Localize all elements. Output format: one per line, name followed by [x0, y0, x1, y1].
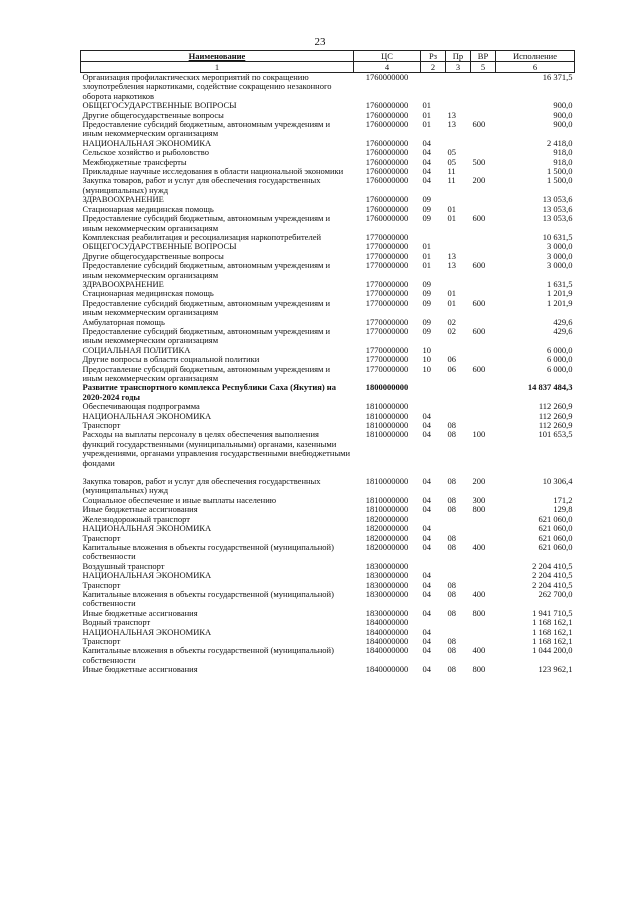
- cell-name: Предоставление субсидий бюджетным, автономным учреждениям и иным некоммерческим организациям: [82, 297, 331, 318]
- cell-pr: [446, 233, 471, 242]
- table-row: [81, 327, 575, 346]
- cell-rz: 04: [422, 410, 431, 421]
- cell-pr: 02: [447, 316, 456, 327]
- table-row: [81, 365, 575, 384]
- cell-name: Иные бюджетные ассигнования: [82, 664, 198, 675]
- cell-value: 112 260,9: [538, 420, 573, 431]
- cell-cs: 1770000000: [365, 288, 409, 299]
- table-row: [81, 412, 575, 421]
- cell-cs: 1810000000: [365, 494, 409, 505]
- cell-rz: 09: [422, 213, 431, 224]
- header-number: 1: [81, 62, 354, 73]
- cell-name: Амбулаторная помощь: [82, 316, 165, 327]
- cell-rz: 04: [422, 635, 431, 646]
- page-number: 23: [314, 36, 326, 48]
- table-row: [81, 299, 575, 318]
- cell-rz: 04: [422, 429, 431, 440]
- cell-value: 13 053,6: [542, 203, 573, 214]
- cell-cs: 1840000000: [365, 645, 409, 656]
- header-row: [81, 51, 575, 62]
- cell-pr: 05: [447, 147, 456, 158]
- cell-name: НАЦИОНАЛЬНАЯ ЭКОНОМИКА: [82, 523, 212, 534]
- cell-rz: 04: [422, 579, 431, 590]
- header-number: 6: [496, 62, 575, 73]
- cell-rz: [421, 383, 446, 402]
- cell-cs: 1760000000: [365, 175, 409, 186]
- cell-pr: 08: [447, 607, 456, 618]
- cell-name: Сельское хозяйство и рыболовство: [82, 147, 209, 158]
- cell-name: Транспорт: [82, 420, 121, 431]
- cell-cs: 1760000000: [365, 194, 409, 205]
- header-name: Наименование: [81, 51, 354, 62]
- cell-pr: 01: [447, 213, 456, 224]
- table-row: [81, 477, 575, 496]
- cell-cs: 1810000000: [365, 410, 409, 421]
- cell-vr: 600: [472, 363, 486, 374]
- cell-value: 918,0: [553, 156, 573, 167]
- cell-pr: 08: [447, 579, 456, 590]
- cell-rz: 04: [422, 420, 431, 431]
- cell-value: 10 631,5: [542, 231, 573, 242]
- cell-vr: [471, 571, 496, 580]
- cell-pr: [446, 402, 471, 411]
- cell-name: Социальное обеспечение и иные выплаты населению: [82, 494, 277, 505]
- cell-vr: [471, 515, 496, 524]
- cell-cs: 1830000000: [365, 570, 409, 581]
- cell-name: Транспорт: [82, 635, 121, 646]
- cell-vr: [471, 280, 496, 289]
- cell-vr: 100: [472, 429, 486, 440]
- cell-cs: 1800000000: [365, 382, 409, 393]
- cell-name: Прикладные научные исследования в области национальной экономики: [82, 166, 344, 177]
- header-pr: Пр: [446, 51, 471, 62]
- cell-name: НАЦИОНАЛЬНАЯ ЭКОНОМИКА: [82, 626, 212, 637]
- cell-cs: 1770000000: [365, 241, 409, 252]
- cell-cs: 1770000000: [365, 316, 409, 327]
- cell-value: 112 260,9: [538, 401, 573, 412]
- table-row: [81, 73, 575, 102]
- cell-rz: 10: [422, 344, 431, 355]
- cell-rz: 09: [422, 203, 431, 214]
- cell-value: 429,6: [553, 325, 573, 336]
- cell-cs: 1770000000: [365, 325, 409, 336]
- cell-value: 1 500,0: [547, 166, 573, 177]
- cell-vr: [471, 233, 496, 242]
- cell-value: 6 000,0: [547, 354, 573, 365]
- cell-cs: 1770000000: [365, 278, 409, 289]
- cell-rz: 09: [422, 288, 431, 299]
- cell-vr: 600: [472, 297, 486, 308]
- cell-rz: 09: [422, 325, 431, 336]
- cell-pr: 08: [447, 476, 456, 487]
- cell-name: Капитальные вложения в объекты государственной (муниципальной) собственности: [82, 645, 334, 665]
- header-cs: ЦС: [354, 51, 421, 62]
- cell-name: НАЦИОНАЛЬНАЯ ЭКОНОМИКА: [82, 570, 212, 581]
- table-row: [81, 628, 575, 637]
- cell-pr: 06: [447, 354, 456, 365]
- cell-name: ОБЩЕГОСУДАРСТВЕННЫЕ ВОПРОСЫ: [82, 241, 237, 252]
- cell-cs: 1830000000: [365, 588, 409, 599]
- table-row: [81, 261, 575, 280]
- cell-vr: [471, 346, 496, 355]
- cell-rz: 04: [422, 664, 431, 675]
- header-vr: ВР: [471, 51, 496, 62]
- cell-value: 13 053,6: [542, 213, 573, 224]
- cell-cs: 1760000000: [365, 119, 409, 130]
- table-row: [81, 120, 575, 139]
- cell-vr: 200: [472, 175, 486, 186]
- cell-name: ОБЩЕГОСУДАРСТВЕННЫЕ ВОПРОСЫ: [82, 100, 237, 111]
- cell-vr: 400: [472, 541, 486, 552]
- table-row: [81, 571, 575, 580]
- table-row: [81, 590, 575, 609]
- cell-vr: [471, 524, 496, 533]
- cell-rz: 09: [422, 278, 431, 289]
- cell-cs: 1840000000: [365, 664, 409, 675]
- cell-rz: 04: [422, 166, 431, 177]
- header-number: 4: [354, 62, 421, 73]
- cell-name: Иные бюджетные ассигнования: [82, 607, 198, 618]
- header-number: 2: [421, 62, 446, 73]
- cell-cs: 1760000000: [365, 156, 409, 167]
- cell-rz: 01: [422, 100, 431, 111]
- cell-name: Предоставление субсидий бюджетным, автономным учреждениям и иным некоммерческим организациям: [82, 325, 331, 346]
- cell-pr: 01: [447, 203, 456, 214]
- cell-rz: 09: [422, 297, 431, 308]
- cell-value: 918,0: [553, 147, 573, 158]
- cell-value: 2 204 410,5: [532, 560, 573, 571]
- header-number: 5: [471, 62, 496, 73]
- cell-pr: 13: [447, 250, 456, 261]
- cell-name: Закупка товаров, работ и услуг для обеспечения государственных (муниципальных) нужд: [82, 476, 321, 496]
- cell-value: 2 418,0: [547, 137, 573, 148]
- cell-cs: 1760000000: [365, 203, 409, 214]
- cell-cs: 1770000000: [365, 297, 409, 308]
- cell-rz: 09: [422, 194, 431, 205]
- cell-rz: 10: [422, 363, 431, 374]
- cell-vr: [471, 139, 496, 148]
- cell-value: 3 000,0: [547, 260, 573, 271]
- cell-vr: 400: [472, 645, 486, 656]
- cell-cs: 1830000000: [365, 607, 409, 618]
- cell-pr: 08: [447, 635, 456, 646]
- cell-cs: 1760000000: [365, 147, 409, 158]
- cell-name: Предоставление субсидий бюджетным, автономным учреждениям и иным некоммерческим организациям: [82, 213, 331, 233]
- cell-pr: 13: [447, 260, 456, 271]
- cell-cs: 1770000000: [365, 354, 409, 365]
- cell-value: 621 060,0: [538, 523, 573, 534]
- cell-vr: [471, 101, 496, 110]
- header-number-row: [81, 62, 575, 73]
- cell-cs: 1760000000: [365, 109, 409, 120]
- cell-name: Транспорт: [82, 532, 121, 543]
- cell-name: Стационарная медицинская помощь: [82, 288, 214, 299]
- budget-table: [80, 50, 575, 675]
- cell-value: 123 962,1: [538, 664, 573, 675]
- cell-cs: 1810000000: [365, 504, 409, 515]
- cell-cs: 1760000000: [365, 100, 409, 111]
- cell-value: 900,0: [553, 119, 573, 130]
- cell-cs: 1820000000: [365, 532, 409, 543]
- cell-value: 1 201,9: [547, 288, 573, 299]
- cell-cs: 1770000000: [365, 260, 409, 271]
- cell-cs: 1840000000: [365, 617, 409, 628]
- cell-name: Организация профилактических мероприятий по сокращению злоупотребления наркотиками, содействие сокращению незаконного оборота наркотиков: [82, 72, 332, 101]
- cell-name: Транспорт: [82, 579, 121, 590]
- cell-pr: 06: [447, 363, 456, 374]
- cell-pr: [446, 383, 471, 402]
- cell-cs: 1760000000: [365, 213, 409, 224]
- cell-rz: 04: [422, 147, 431, 158]
- cell-pr: 08: [447, 429, 456, 440]
- cell-pr: 13: [447, 109, 456, 120]
- cell-vr: [471, 242, 496, 251]
- cell-pr: [446, 515, 471, 524]
- cell-value: 1 201,9: [547, 297, 573, 308]
- cell-value: 1 044 200,0: [532, 645, 573, 656]
- cell-rz: 04: [422, 607, 431, 618]
- cell-name: Железнодорожный транспорт: [82, 513, 190, 524]
- cell-name: Стационарная медицинская помощь: [82, 203, 214, 214]
- cell-cs: 1760000000: [365, 137, 409, 148]
- cell-value: 14 837 484,3: [527, 382, 573, 393]
- cell-rz: 04: [422, 523, 431, 534]
- cell-pr: 08: [447, 532, 456, 543]
- cell-rz: [421, 73, 446, 102]
- cell-name: СОЦИАЛЬНАЯ ПОЛИТИКА: [82, 344, 191, 355]
- cell-rz: 04: [422, 476, 431, 487]
- table-row: [81, 214, 575, 233]
- cell-name: Предоставление субсидий бюджетным, автономным учреждениям и иным некоммерческим организациям: [82, 260, 331, 280]
- cell-name: ЗДРАВООХРАНЕНИЕ: [82, 194, 164, 205]
- table-row: [81, 609, 575, 618]
- table-row: [81, 430, 575, 468]
- cell-vr: 600: [472, 325, 486, 336]
- cell-vr: 200: [472, 476, 486, 487]
- cell-rz: 01: [422, 250, 431, 261]
- cell-value: 16 371,5: [542, 72, 573, 82]
- cell-pr: 11: [447, 175, 456, 186]
- cell-cs: 1830000000: [365, 579, 409, 590]
- cell-rz: 01: [422, 119, 431, 130]
- cell-rz: 04: [422, 532, 431, 543]
- cell-name: Иные бюджетные ассигнования: [82, 504, 198, 515]
- cell-value: 13 053,6: [542, 194, 573, 205]
- cell-rz: 04: [422, 645, 431, 656]
- cell-pr: 08: [447, 541, 456, 552]
- cell-cs: 1770000000: [365, 250, 409, 261]
- table-row: [81, 383, 575, 402]
- cell-value: 1 941 710,5: [532, 607, 573, 618]
- cell-name: НАЦИОНАЛЬНАЯ ЭКОНОМИКА: [82, 410, 212, 421]
- cell-name: ЗДРАВООХРАНЕНИЕ: [82, 278, 164, 289]
- cell-cs: 1820000000: [365, 523, 409, 534]
- cell-vr: [471, 73, 496, 102]
- cell-pr: 02: [447, 325, 456, 336]
- header-number: 3: [446, 62, 471, 73]
- cell-rz: 04: [422, 494, 431, 505]
- cell-value: 621 060,0: [538, 513, 573, 524]
- cell-cs: 1820000000: [365, 513, 409, 524]
- cell-vr: 400: [472, 588, 486, 599]
- cell-vr: 800: [472, 607, 486, 618]
- cell-value: 262 700,0: [538, 588, 573, 599]
- table-row: [81, 646, 575, 665]
- cell-rz: 04: [422, 504, 431, 515]
- cell-value: 10 306,4: [542, 476, 573, 487]
- cell-vr: [471, 383, 496, 402]
- cell-pr: 08: [447, 420, 456, 431]
- cell-cs: 1770000000: [365, 231, 409, 242]
- cell-cs: 1810000000: [365, 401, 409, 412]
- cell-value: 171,2: [553, 494, 573, 505]
- cell-name: Межбюджетные трансферты: [82, 156, 187, 167]
- cell-rz: 09: [422, 316, 431, 327]
- cell-value: 1 631,5: [547, 278, 573, 289]
- cell-value: 1 168 162,1: [532, 626, 573, 637]
- cell-vr: [471, 618, 496, 627]
- table-row: [81, 176, 575, 195]
- cell-pr: 01: [447, 288, 456, 299]
- cell-name: Капитальные вложения в объекты государственной (муниципальной) собственности: [82, 588, 334, 609]
- cell-vr: 600: [472, 213, 486, 224]
- cell-value: 1 168 162,1: [532, 617, 573, 628]
- cell-name: Другие общегосударственные вопросы: [82, 109, 224, 120]
- cell-value: 429,6: [553, 316, 573, 327]
- cell-pr: 01: [447, 297, 456, 308]
- cell-name: Комплексная реабилитация и ресоциализация наркопотребителей: [82, 231, 322, 242]
- cell-cs: 1810000000: [365, 476, 409, 487]
- header-value: Исполнение: [496, 51, 575, 62]
- cell-cs: 1820000000: [365, 541, 409, 552]
- cell-vr: [471, 628, 496, 637]
- cell-value: 101 653,5: [538, 429, 573, 440]
- cell-value: 6 000,0: [547, 344, 573, 355]
- cell-rz: 04: [422, 541, 431, 552]
- cell-rz: 01: [422, 109, 431, 120]
- cell-vr: 500: [472, 156, 486, 167]
- table-body: [81, 73, 575, 675]
- cell-value: 2 204 410,5: [532, 570, 573, 581]
- cell-name: Воздушный транспорт: [82, 560, 165, 571]
- cell-pr: [446, 618, 471, 627]
- cell-name: Обеспечивающая подпрограмма: [82, 401, 200, 412]
- cell-vr: [471, 562, 496, 571]
- cell-vr: [471, 412, 496, 421]
- cell-pr: [446, 562, 471, 571]
- cell-value: 112 260,9: [538, 410, 573, 421]
- cell-pr: [446, 73, 471, 102]
- cell-value: 1 500,0: [547, 175, 573, 186]
- cell-vr: 800: [472, 504, 486, 515]
- cell-value: 2 204 410,5: [532, 579, 573, 590]
- cell-pr: 11: [447, 166, 456, 177]
- cell-vr: 800: [472, 664, 486, 675]
- cell-rz: 10: [422, 354, 431, 365]
- cell-name: Водный транспорт: [82, 617, 151, 628]
- cell-rz: 04: [422, 137, 431, 148]
- cell-rz: 04: [422, 175, 431, 186]
- cell-name: Развитие транспортного комплекса Республики Саха (Якутия) на 2020-2024 годы: [82, 382, 336, 402]
- cell-name: НАЦИОНАЛЬНАЯ ЭКОНОМИКА: [82, 137, 212, 148]
- cell-name: Предоставление субсидий бюджетным, автономным учреждениям и иным некоммерческим организациям: [82, 363, 331, 383]
- cell-name: Другие вопросы в области социальной политики: [82, 354, 260, 365]
- cell-cs: 1760000000: [365, 72, 409, 82]
- cell-vr: [471, 195, 496, 204]
- cell-pr: 08: [447, 504, 456, 515]
- cell-pr: 08: [447, 588, 456, 599]
- cell-pr: 08: [447, 494, 456, 505]
- cell-name: Закупка товаров, работ и услуг для обеспечения государственных (муниципальных) нужд: [82, 175, 321, 195]
- cell-name: Капитальные вложения в объекты государственной (муниципальной) собственности: [82, 541, 334, 562]
- cell-cs: 1770000000: [365, 363, 409, 374]
- cell-value: 900,0: [553, 100, 573, 111]
- cell-rz: 04: [422, 156, 431, 167]
- cell-name: Другие общегосударственные вопросы: [82, 250, 224, 261]
- table-row: [81, 543, 575, 562]
- cell-cs: 1840000000: [365, 626, 409, 637]
- cell-rz: 01: [422, 260, 431, 271]
- cell-pr: 13: [447, 119, 456, 130]
- cell-vr: 600: [472, 260, 486, 271]
- cell-cs: 1760000000: [365, 166, 409, 177]
- cell-value: 3 000,0: [547, 250, 573, 261]
- cell-cs: 1840000000: [365, 635, 409, 646]
- cell-rz: 04: [422, 570, 431, 581]
- cell-value: 3 000,0: [547, 241, 573, 252]
- cell-value: 129,8: [553, 504, 573, 515]
- cell-rz: 01: [422, 241, 431, 252]
- cell-name: Расходы на выплаты персоналу в целях обеспечения выполнения функций государственными (муниципальными) органами, казенными учреждениями, органами управления государственными внебюджетными фондами: [82, 429, 351, 468]
- cell-pr: 05: [447, 156, 456, 167]
- table-row: [81, 665, 575, 674]
- cell-cs: 1830000000: [365, 560, 409, 571]
- cell-value: 6 000,0: [547, 363, 573, 374]
- cell-cs: 1770000000: [365, 344, 409, 355]
- cell-name: Предоставление субсидий бюджетным, автономным учреждениям и иным некоммерческим организациям: [82, 119, 331, 139]
- cell-rz: 04: [422, 588, 431, 599]
- cell-value: 621 060,0: [538, 532, 573, 543]
- table-row: [81, 524, 575, 533]
- cell-cs: 1810000000: [365, 420, 409, 431]
- cell-pr: 08: [447, 645, 456, 656]
- header-rz: Рз: [421, 51, 446, 62]
- cell-vr: 600: [472, 119, 486, 130]
- cell-value: 900,0: [553, 109, 573, 120]
- cell-value: 1 168 162,1: [532, 635, 573, 646]
- cell-vr: 300: [472, 494, 486, 505]
- cell-rz: 04: [422, 626, 431, 637]
- cell-pr: 08: [447, 664, 456, 675]
- cell-cs: 1810000000: [365, 429, 409, 440]
- cell-value: 621 060,0: [538, 541, 573, 552]
- cell-vr: [471, 402, 496, 411]
